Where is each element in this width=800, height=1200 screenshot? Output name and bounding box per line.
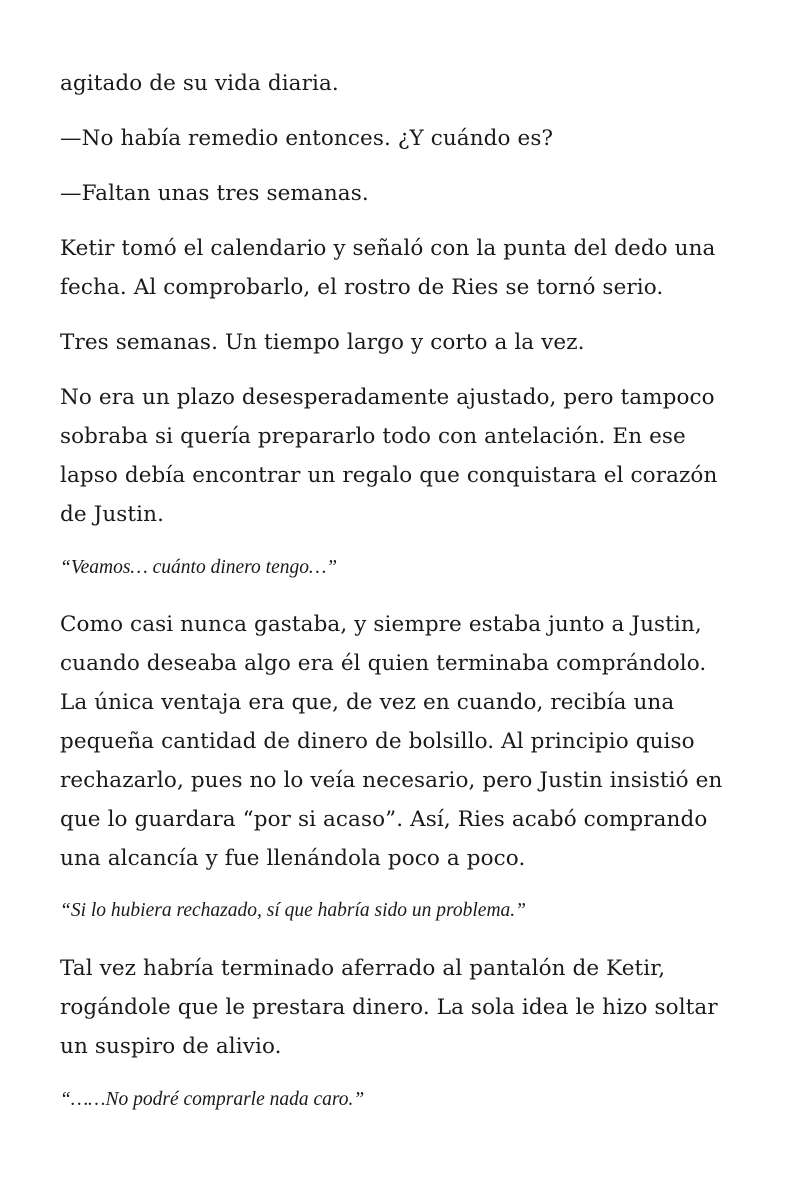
text-line: —Faltan unas tres semanas.: [60, 181, 369, 206]
paragraph-1: [60, 64, 750, 103]
text-line: pequeña cantidad de dinero de bolsillo. Al principio quiso: [60, 729, 695, 754]
text-line: una alcancía y fue llenándola poco a poco.: [60, 846, 526, 871]
inner-thought-2: “Si lo hubiera rechazado, sí que habría sido un problema.”: [60, 900, 527, 921]
text-line: Tres semanas. Un tiempo largo y corto a la vez.: [60, 330, 585, 355]
text-line: agitado de su vida diaria.: [60, 71, 339, 96]
text-line: La única ventaja era que, de vez en cuando, recibía una: [60, 690, 675, 715]
text-line: Ketir tomó el calendario y señaló con la punta del dedo una: [60, 236, 716, 261]
text-line: de Justin.: [60, 502, 165, 527]
text-line: rogándole que le prestara dinero. La sola idea le hizo soltar: [60, 995, 718, 1020]
text-line: —No había remedio entonces. ¿Y cuándo es?: [60, 126, 554, 151]
text-line: fecha. Al comprobarlo, el rostro de Ries se tornó serio.: [60, 275, 664, 300]
inner-thought-1: “Veamos… cuánto dinero tengo…”: [60, 557, 338, 578]
text-line: un suspiro de alivio.: [60, 1034, 282, 1059]
dialogue-line-2: [60, 174, 750, 213]
text-line: que lo guardara “por si acaso”. Así, Ries acabó comprando: [60, 807, 708, 832]
paragraph-3: [60, 323, 750, 362]
inner-thought-3: “……No podré comprarle nada caro.”: [60, 1089, 365, 1110]
dialogue-line-1: [60, 119, 750, 158]
paragraph-6: [60, 949, 750, 1066]
paragraph-4: [60, 378, 750, 534]
text-line: No era un plazo desesperadamente ajustado, pero tampoco: [60, 385, 715, 410]
paragraph-5: [60, 605, 750, 878]
text-line: sobraba si quería prepararlo todo con antelación. En ese: [60, 424, 686, 449]
paragraph-2: [60, 229, 750, 307]
book-page: [60, 0, 750, 1200]
text-line: Tal vez habría terminado aferrado al pantalón de Ketir,: [60, 956, 666, 981]
text-line: rechazarlo, pues no lo veía necesario, pero Justin insistió en: [60, 768, 723, 793]
text-line: lapso debía encontrar un regalo que conquistara el corazón: [60, 463, 718, 488]
text-line: cuando deseaba algo era él quien terminaba comprándolo.: [60, 651, 707, 676]
text-line: Como casi nunca gastaba, y siempre estaba junto a Justin,: [60, 612, 702, 637]
